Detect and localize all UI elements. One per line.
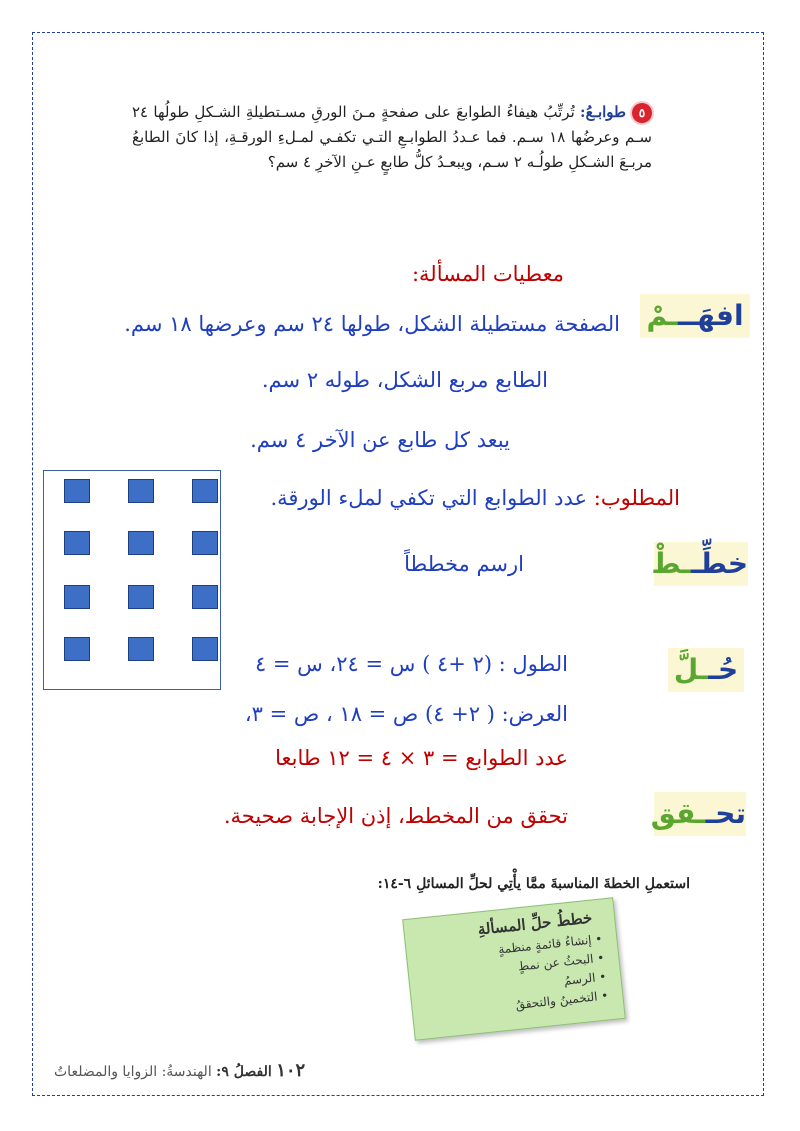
plan-card-title: خططُ حلِّ المسألةِ [476,908,593,939]
step-label-solve: حُــلَّ [668,648,744,692]
plan-text: ارسم مخططاً [404,552,524,576]
stamp-square [64,637,90,661]
step-label-plan: خطِّــطْ [654,542,748,586]
stamp-square [64,585,90,609]
chapter-title: الهندسةُ: الزوايا والمضلعاتُ [54,1064,212,1080]
stamp-square [64,531,90,555]
problem-text: تُرتِّبُ هيفاءُ الطوابعَ على صفحةٍ مـنَ الورقِ مسـتطيلةِ الشـكلِ طولُها ٢٤ سـم وعرضُها ١٨ سـم. فما عـددُ الطوابـعِ التـي تكفـي لمـلءِ الورقـةِ، إذا كانَ الطابعُ مربـعَ الشـكلِ طولُـه ٢ سـم، ويبعـدُ كلُّ طابعٍ عـنِ الآخرِ ٤ سم؟ [132,103,652,171]
problem-keyword: طوابـعُ: [580,103,626,121]
stamp-square [128,637,154,661]
check-text: تحقق من المخطط، إذن الإجابة صحيحة. [223,804,568,828]
givens-heading: معطيات المسألة: [411,262,564,286]
required-statement [270,486,680,510]
problem-number: ٥ [632,103,652,123]
plan-card-list [497,930,609,1017]
stamps-diagram [43,470,221,690]
plan-card-item: • البحثُ عن نمطٍ [499,949,605,979]
plan-card-item: • إنشاءُ قائمةٍ منظمةٍ [497,930,603,960]
plan-card-item: • التخمينُ والتحققُ [503,986,609,1016]
chapter-label: الفصلُ ٩: [216,1064,272,1080]
stamp-square [128,479,154,503]
given-page-dimensions: الصفحة مستطيلة الشكل، طولها ٢٤ سم وعرضها ١٨ سم. [124,312,620,336]
instruction-text: استعملِ الخطةَ المناسبةَ ممَّا يأْتِي لحلِّ المسائلِ ٦-١٤: [377,876,690,892]
solve-length-equation: الطول : (٢ +٤ ) س = ٢٤، س = ٤ [254,652,568,676]
plan-strategies-card [402,897,626,1040]
stamp-square [64,479,90,503]
stamp-square [192,585,218,609]
problem-statement [132,100,652,175]
step-label-understand: افهَـــمْ [640,294,750,338]
stamp-square [192,637,218,661]
page-number: ١٠٢ [276,1060,306,1081]
required-label: المطلوب: [593,486,680,510]
stamp-square [128,585,154,609]
stamp-square [192,479,218,503]
stamp-square [192,531,218,555]
solve-stamp-count: عدد الطوابع = ٣ × ٤ = ١٢ طابعا [275,746,568,770]
page-footer [54,1060,305,1081]
stamp-square [128,531,154,555]
plan-card-item: • الرسمُ [501,967,607,997]
given-stamp-size: الطابع مربع الشكل، طوله ٢ سم. [261,368,548,392]
solve-width-equation: العرض: ( ٢+ ٤) ص = ١٨ ، ص = ٣، [244,702,568,726]
step-label-check: تحــقق [654,792,746,836]
required-text: عدد الطوابع التي تكفي لملء الورقة. [270,486,588,510]
given-stamp-spacing: يبعد كل طابع عن الآخر ٤ سم. [250,428,510,452]
